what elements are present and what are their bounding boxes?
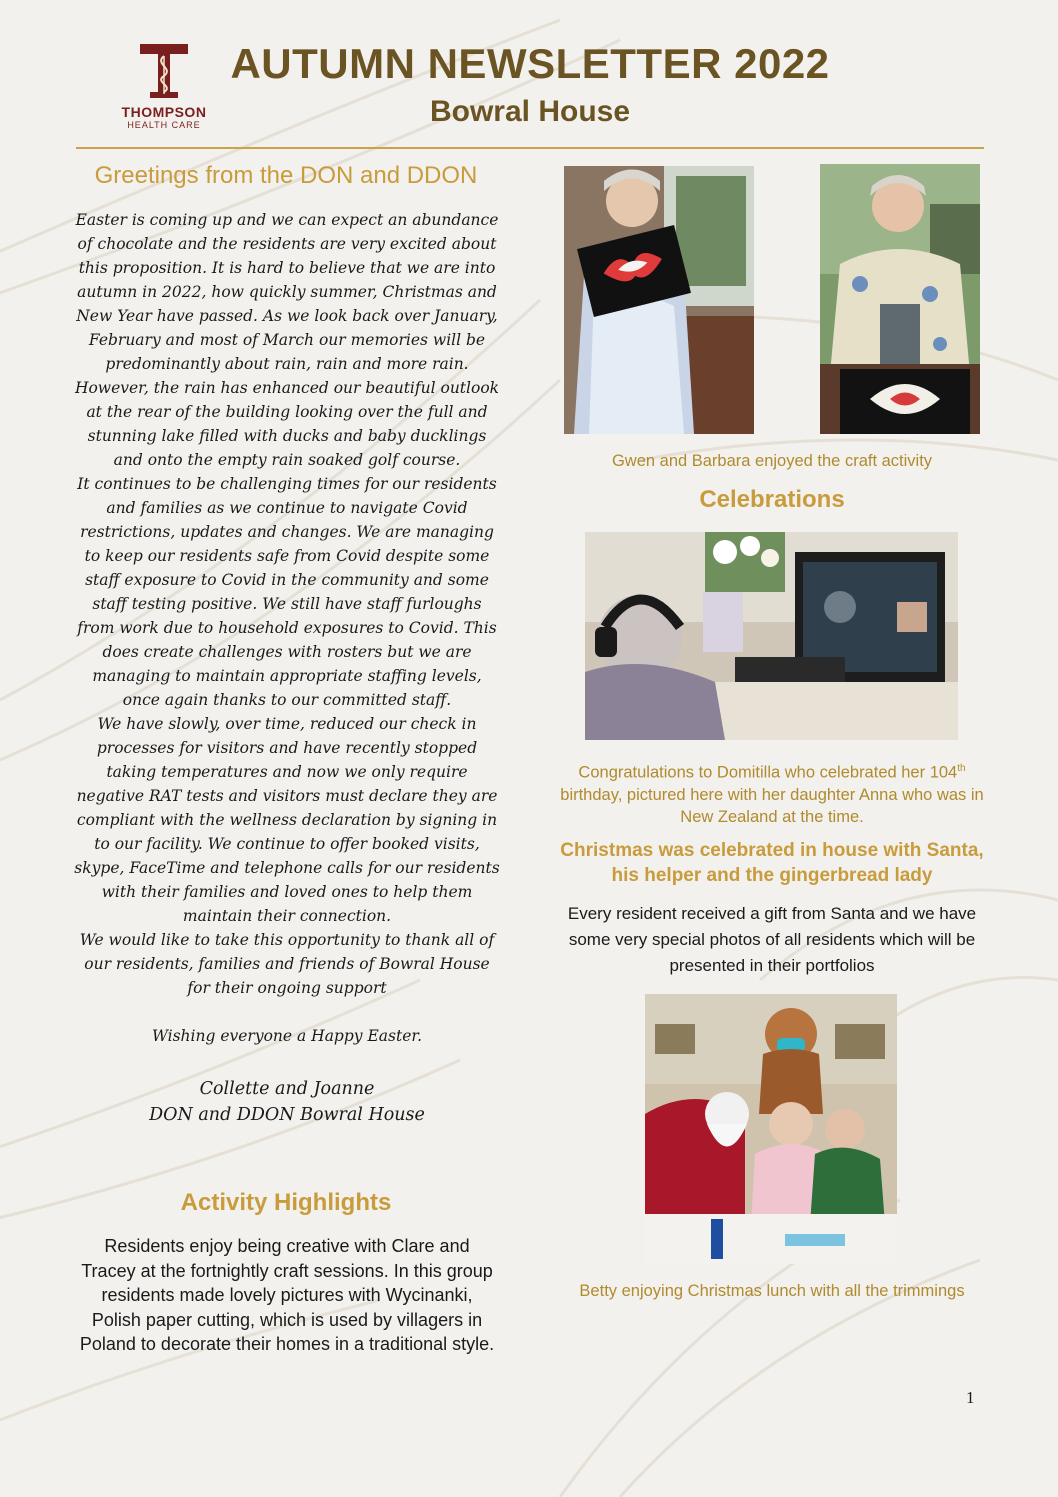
signature-names: Collette and Joanne [199,1079,375,1099]
photo-barbara-craft [820,164,980,434]
logo-brand-sub: HEALTH CARE [127,120,201,130]
photo-gwen-craft [564,166,754,434]
celebrations-heading: Celebrations [699,486,845,513]
newsletter-title: AUTUMN NEWSLETTER 2022 [230,40,830,87]
christmas-lunch-caption: Betty enjoying Christmas lunch with all the trimmings [579,1282,965,1300]
craft-photo-caption: Gwen and Barbara enjoyed the craft activity [611,452,933,470]
logo-brand-name: THOMPSON [121,104,207,120]
christmas-heading: Christmas was celebrated in house with Santa, his helper and the gingerbread lady [560,840,984,886]
thompson-health-care-logo [112,38,216,130]
newsletter-subtitle: Bowral House [429,95,631,128]
letter-paragraph: We would like to take this opportunity to thank all of our residents, families and friends of Bowral House for their ongoing support [79,931,495,997]
signature-titles: DON and DDON Bowral House [149,1105,425,1125]
logo-t-icon [136,38,192,102]
page-number: 1 [966,1388,975,1407]
birthday-photo-caption: Congratulations to Domitilla who celebrated her 104th birthday, pictured here with her daughter Anna who was in New Zealand at the time. [560,763,984,826]
greetings-heading: Greetings from the DON and DDON [94,162,478,189]
activity-heading: Activity Highlights [180,1189,392,1216]
letter-paragraph: Easter is coming up and we can expect an abundance of chocolate and the residents are very excited about this proposition. It is hard to believe that we are into autumn in 2022, how quickly summer, Christmas and New Year have passed. As we look back over January, February and most of March our memories will be predominantly about rain, rain and more rain. However, the rain has enhanced our beautiful outlook at the rear of the building looking over the full and stunning lake filled with ducks and baby ducklings and onto the empty rain soaked golf course. [74,211,500,469]
photo-domitilla-birthday [585,532,958,740]
greetings-letter [74,208,500,1128]
photo-betty-christmas-lunch [645,994,897,1264]
activity-text: Residents enjoy being creative with Clare and Tracey at the fortnightly craft sessions. In this group residents made lovely pictures with Wycinanki, Polish paper cutting, which is used by villagers in Poland to decorate their homes in a traditional style. [79,1236,495,1354]
header-divider [76,147,984,149]
christmas-text: Every resident received a gift from Santa and we have some very special photos of all residents which will be presented in their portfolios [567,904,977,975]
letter-wishes: Wishing everyone a Happy Easter. [151,1027,423,1045]
letter-paragraph: It continues to be challenging times for our residents and families as we continue to navigate Covid restrictions, updates and changes. We are managing to keep our residents safe from Covid despite some staff exposure to Covid in the community and some staff testing positive. We still have staff furloughs from work due to household exposures to Covid. This does create challenges with rosters but we are managing to maintain appropriate staffing levels, once again thanks to our committed staff. [77,475,497,709]
letter-paragraph: We have slowly, over time, reduced our check in processes for visitors and have recently stopped taking temperatures and now we only require negative RAT tests and visitors must declare they are compliant with the wellness declaration by signing in to our facility. We continue to offer booked visits, skype, FaceTime and telephone calls for our residents with their families and loved ones to help them maintain their connection. [74,715,500,925]
